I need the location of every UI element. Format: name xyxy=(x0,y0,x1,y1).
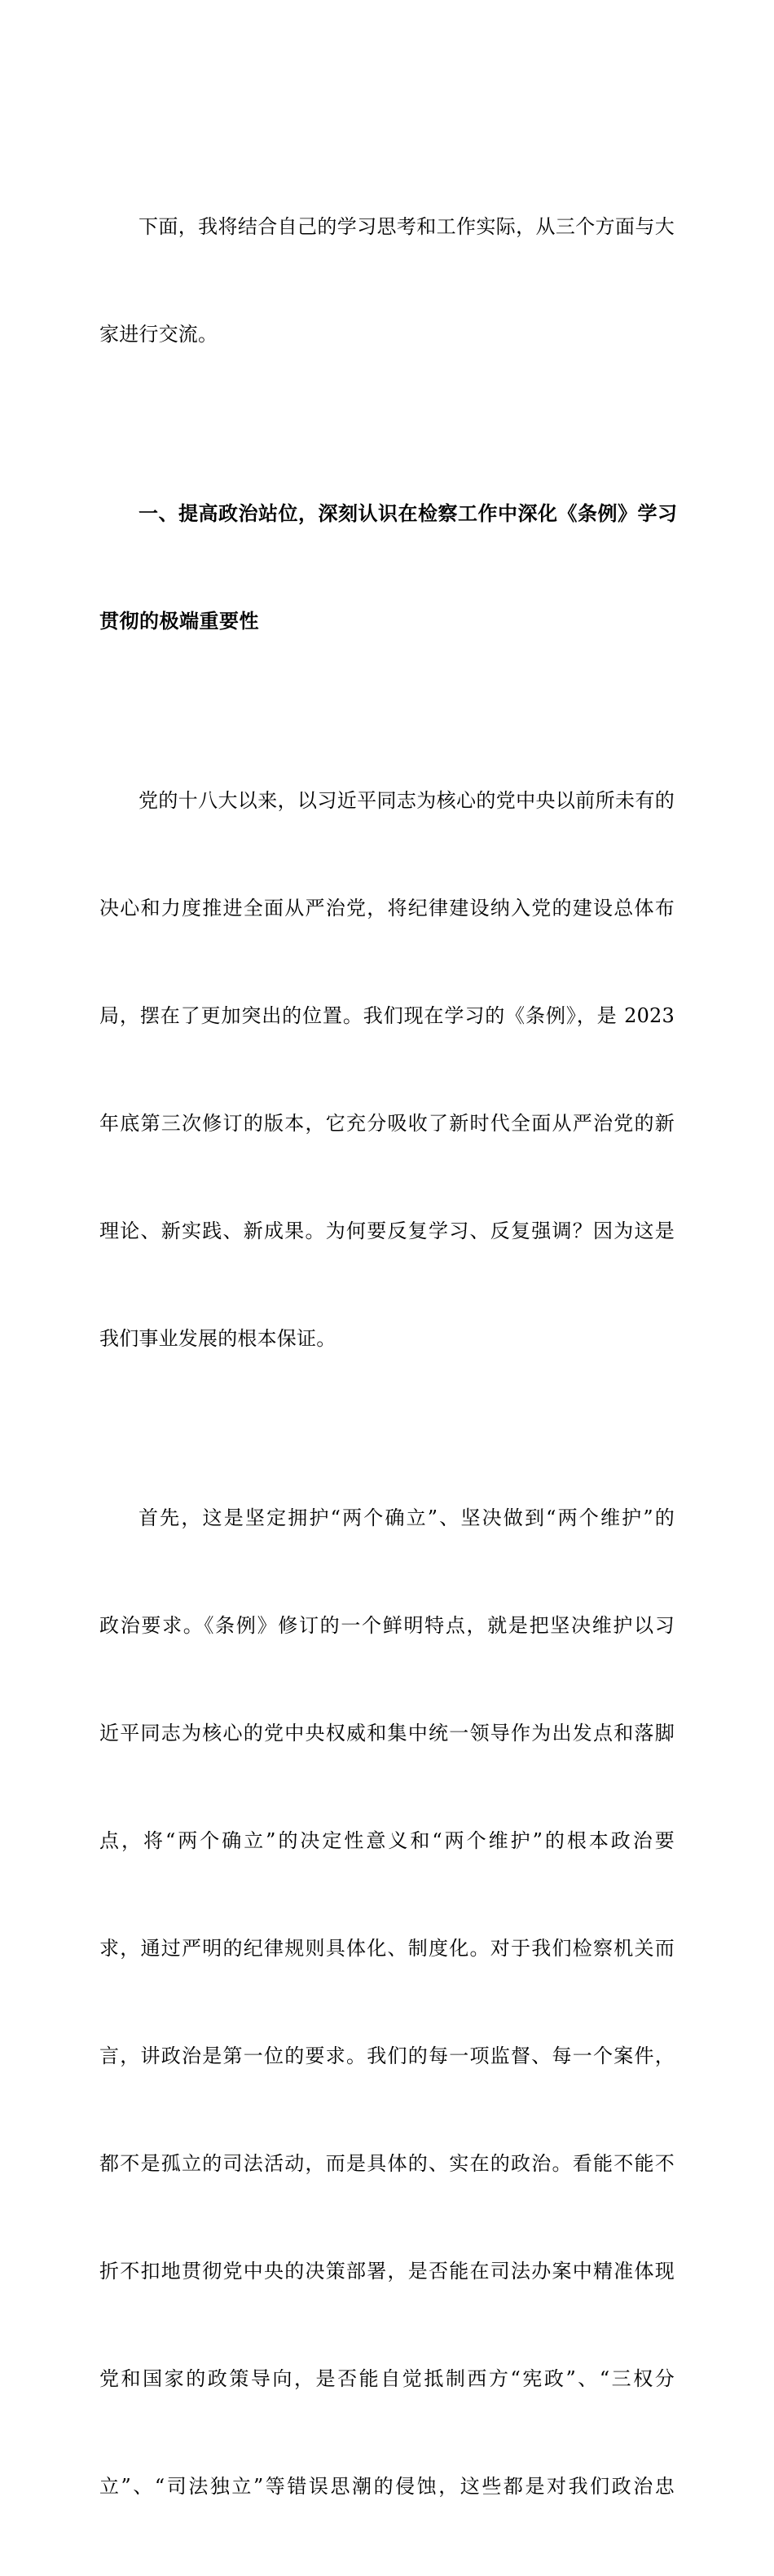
text-line: 下面，我将结合自己的学习思考和工作实际，从三个方面与大 xyxy=(139,215,675,238)
text-line: 折不扣地贯彻党中央的决策部署，是否能在司法办案中精准体现 xyxy=(99,2260,675,2283)
paragraph-first-point xyxy=(99,1428,675,2576)
heading-line: 贯彻的极端重要性 xyxy=(99,610,259,633)
text-line: 党的十八大以来，以习近平同志为核心的党中央以前所未有的 xyxy=(139,789,675,812)
text-line: 政治要求。《条例》修订的一个鲜明特点，就是把坚决维护以习 xyxy=(99,1614,675,1637)
text-line: 点，将“两个确立”的决定性意义和“两个维护”的根本政治要 xyxy=(99,1829,675,1852)
document-body xyxy=(99,137,678,2576)
text-line: 年底第三次修订的版本，它充分吸收了新时代全面从严治党的新 xyxy=(99,1112,675,1135)
text-line: 理论、新实践、新成果。为何要反复学习、反复强调？因为这是 xyxy=(99,1220,675,1242)
paragraph-intro xyxy=(99,137,675,424)
text-line: 近平同志为核心的党中央权威和集中统一领导作为出发点和落脚 xyxy=(99,1722,675,1745)
text-line: 都不是孤立的司法活动，而是具体的、实在的政治。看能不能不 xyxy=(99,2152,675,2175)
text-line: 立”、“司法独立”等错误思潮的侵蚀，这些都是对我们政治忠 xyxy=(99,2475,675,2498)
text-line: 求，通过严明的纪律规则具体化、制度化。对于我们检察机关而 xyxy=(99,1937,675,1960)
text-line: 家进行交流。 xyxy=(99,323,218,346)
text-line: 党和国家的政策导向，是否能自觉抵制西方“宪政”、“三权分 xyxy=(99,2367,675,2390)
section-heading xyxy=(99,424,678,711)
text-line: 我们事业发展的根本保证。 xyxy=(99,1327,336,1350)
text-line: 首先，这是坚定拥护“两个确立”、坚决做到“两个维护”的 xyxy=(139,1506,675,1529)
heading-line: 一、提高政治站位，深刻认识在检察工作中深化《条例》学习 xyxy=(139,502,678,525)
text-line: 决心和力度推进全面从严治党，将纪律建设纳入党的建设总体布 xyxy=(99,897,675,920)
paragraph-background xyxy=(99,711,675,1428)
text-line: 言，讲政治是第一位的要求。我们的每一项监督、每一个案件， xyxy=(99,2044,675,2067)
text-line: 局，摆在了更加突出的位置。我们现在学习的《条例》，是 2023 xyxy=(99,1004,675,1027)
